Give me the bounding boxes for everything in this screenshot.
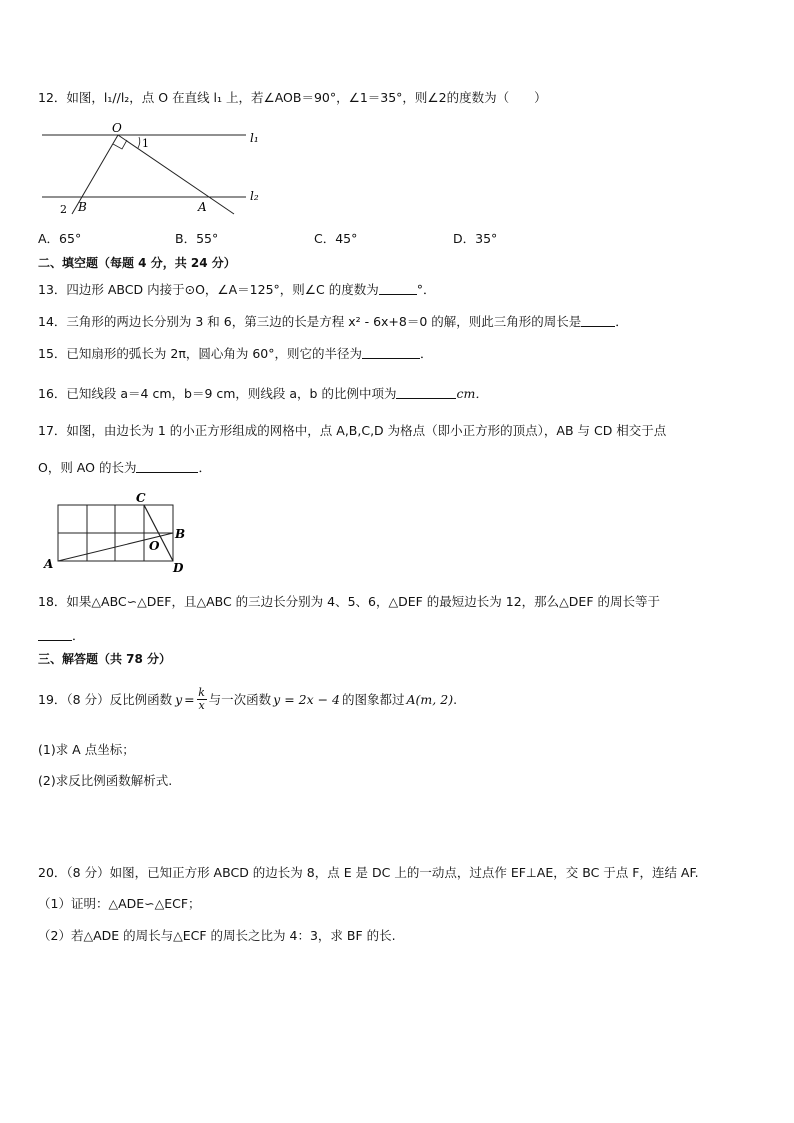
angle1-arc — [138, 137, 140, 148]
section2-title: 二、填空题（每题 4 分，共 24 分） — [38, 256, 236, 270]
label-c: C — [136, 491, 146, 505]
q13 — [38, 282, 435, 297]
q15-text: 15．已知扇形的弧长为 2π，圆心角为 60°，则它的半径为 — [38, 346, 362, 361]
q15 — [38, 346, 433, 361]
q12-text: 12．如图，l₁//l₂，点 O 在直线 l₁ 上，若∠AOB＝90°，∠1＝35°，则∠2的度数为（ ） — [38, 90, 547, 105]
right-angle-mark — [113, 140, 127, 149]
q20-sub2: （2）若△ADE 的周长与△ECF 的周长之比为 4：3，求 BF 的长. — [38, 928, 396, 943]
q14-text: 14．三角形的两边长分别为 3 和 6，第三边的长是方程 x² - 6x+8＝0 的解，则此三角形的周长是 — [38, 314, 582, 329]
label-1: 1 — [142, 137, 149, 150]
q19-fraction — [197, 687, 207, 712]
q15-suffix: ． — [420, 346, 433, 361]
q12-figure — [38, 118, 268, 218]
q17-suffix: ． — [198, 460, 211, 475]
q17-line2 — [38, 460, 211, 475]
label-l1: l₁ — [250, 131, 259, 145]
q18-line1: 18．如果△ABC∽△DEF，且△ABC 的三边长分别为 4、5、6，△DEF 的最短边长为 12，那么△DEF 的周长等于 — [38, 594, 660, 609]
q19-suffix: 的图象都过 — [342, 692, 405, 707]
label-2: 2 — [60, 203, 67, 216]
section3-title: 三、解答题（共 78 分） — [38, 652, 172, 666]
q17-line2-text: O，则 AO 的长为 — [38, 460, 137, 475]
q16-blank — [396, 386, 456, 399]
q17-line1: 17．如图，由边长为 1 的小正方形组成的网格中，点 A,B,C,D 为格点（即小正方形的顶点），AB 与 CD 相交于点 — [38, 423, 667, 438]
q19-sub2: (2)求反比例函数解析式. — [38, 773, 173, 788]
label-a: A — [44, 557, 54, 571]
q13-suffix: °． — [416, 282, 436, 297]
q17-blank — [136, 460, 198, 473]
q19-frac-den: x — [198, 698, 205, 712]
q18-line2 — [38, 628, 85, 643]
q19-y: y — [175, 691, 183, 707]
q20-text: 20．（8 分）如图，已知正方形 ABCD 的边长为 8，点 E 是 DC 上的一动点，过点作 EF⊥AE，交 BC 于点 F，连结 AF. — [38, 865, 699, 880]
q13-blank — [379, 282, 417, 295]
q17-figure — [38, 490, 198, 578]
q19-linear: y = 2x − 4 — [273, 691, 341, 707]
q14-blank — [581, 314, 615, 327]
q19 — [38, 684, 457, 714]
q12-option-d: D．35° — [453, 231, 498, 246]
label-d: D — [173, 561, 184, 575]
label-b: B — [175, 527, 186, 541]
q18-suffix: ． — [72, 628, 85, 643]
label-b: B — [78, 200, 87, 214]
q18-blank — [38, 628, 72, 641]
q12-option-c: C．45° — [314, 231, 358, 246]
label-o: O — [149, 539, 160, 553]
label-o: O — [112, 121, 122, 135]
q16-text: 16．已知线段 a＝4 cm，b＝9 cm，则线段 a，b 的比例中项为 — [38, 386, 397, 401]
segment-oa — [118, 135, 234, 214]
q14 — [38, 314, 628, 329]
q19-point: A(m, 2) — [406, 691, 454, 707]
q19-sub1: (1)求 A 点坐标； — [38, 742, 135, 757]
q20-sub1: （1）证明：△ADE∽△ECF； — [38, 896, 201, 911]
q19-eq: = — [184, 691, 195, 707]
q19-middle: 与一次函数 — [208, 692, 272, 707]
q16-suffix: cm． — [456, 386, 488, 401]
q19-prefix: 19．（8 分）反比例函数 — [38, 692, 173, 707]
q14-suffix: ． — [615, 314, 628, 329]
label-a: A — [198, 200, 207, 214]
q12-option-a: A．65° — [38, 231, 82, 246]
q19-end: . — [453, 691, 458, 707]
q19-frac-num: k — [198, 685, 205, 699]
q12-option-b: B．55° — [175, 231, 219, 246]
q15-blank — [362, 346, 420, 359]
q13-text: 13．四边形 ABCD 内接于⊙O，∠A＝125°，则∠C 的度数为 — [38, 282, 379, 297]
q16 — [38, 386, 488, 401]
label-l2: l₂ — [250, 189, 259, 203]
